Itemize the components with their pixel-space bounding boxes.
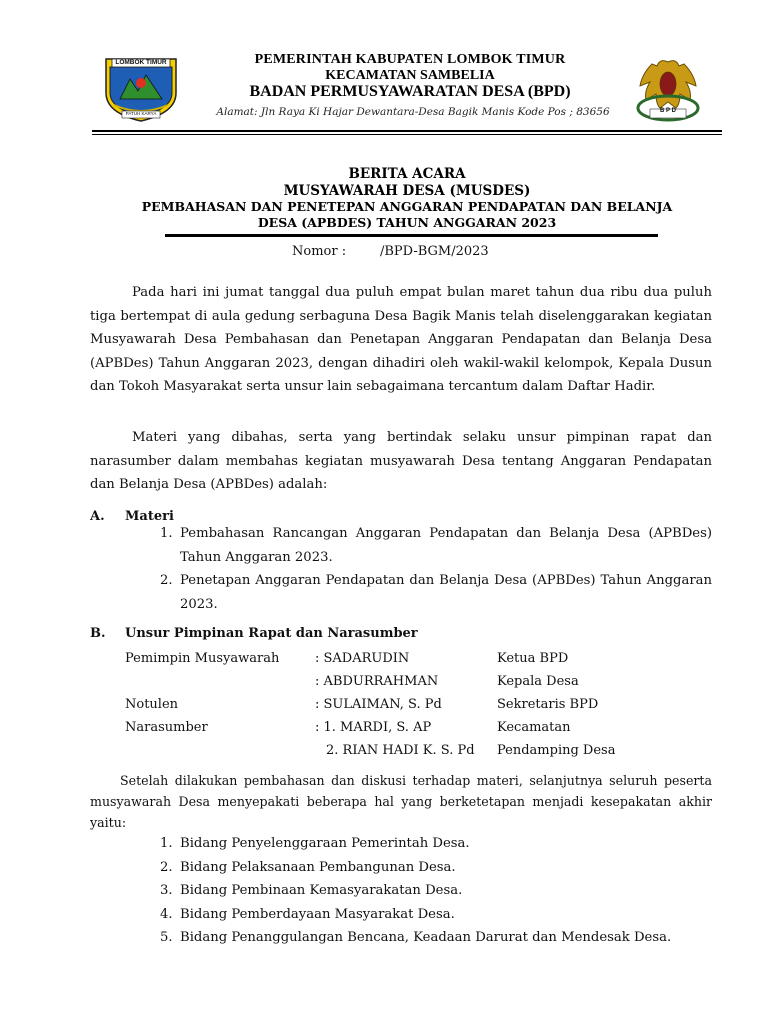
materi-list [160, 522, 712, 616]
list-item-number: 2. [160, 573, 173, 588]
doc-topic-line-1: PEMBAHASAN DAN PENETEPAN ANGGARAN PENDAPATAN DAN BELANJA [141, 199, 673, 214]
role-cell: Narasumber [125, 720, 208, 735]
header-line-3: BADAN PERMUSYAWARATAN DESA (BPD) [249, 83, 571, 100]
position-cell: Kecamatan [497, 720, 571, 735]
garuda-bpd-emblem-icon [630, 56, 706, 126]
list-item-number: 2. [160, 859, 173, 875]
list-item-text: Pembahasan Rancangan Anggaran Pendapatan dan Belanja Desa (APBDes) Tahun Anggaran 2023. [180, 526, 712, 565]
section-a-letter: A. [90, 509, 105, 524]
role-cell: Notulen [125, 697, 179, 712]
list-item-number: 5. [160, 930, 173, 945]
list-item [160, 832, 712, 856]
list-item [160, 903, 712, 927]
name-cell: : 1. MARDI, S. AP [315, 720, 432, 735]
role-cell: Pemimpin Musyawarah [125, 651, 280, 666]
list-item-number: 1. [160, 526, 173, 541]
name-cell: : SULAIMAN, S. Pd [315, 697, 442, 712]
list-item [160, 926, 712, 950]
left-logo-motto: PATUH KARYA [125, 111, 157, 116]
paragraph-materi-intro [90, 426, 712, 497]
list-item-number: 3. [160, 883, 173, 898]
position-cell: Kepala Desa [497, 674, 579, 689]
header-line-2: KECAMATAN SAMBELIA [325, 68, 495, 83]
name-cell: 2. RIAN HADI K. S. Pd [326, 743, 475, 758]
doc-topic-line-2: DESA (APBDES) TAHUN ANGGARAN 2023 [257, 215, 557, 230]
section-b-title: Unsur Pimpinan Rapat dan Narasumber [125, 626, 418, 641]
paragraph-agreement-intro [90, 770, 712, 833]
agreement-list [160, 832, 712, 950]
list-item [160, 856, 712, 880]
list-item-number: 4. [160, 906, 173, 922]
list-item-text: Bidang Penanggulangan Bencana, Keadaan Darurat dan Mendesak Desa. [180, 930, 672, 945]
section-a-title: Materi [125, 509, 174, 524]
paragraph-text: Setelah dilakukan pembahasan dan diskusi terhadap materi, selanjutnya seluruh peserta musyawarah Desa menyepakati beberapa hal yang berketetapan menjadi kesepakatan akhir yaitu: [90, 773, 712, 830]
letterhead-rule [92, 130, 722, 132]
header-address: Alamat: Jln Raya Ki Hajar Dewantara-Desa Bagik Manis Kode Pos ; 83656 [216, 106, 610, 118]
section-b-letter: B. [90, 626, 106, 641]
name-cell: : ABDURRAHMAN [315, 674, 439, 689]
position-cell: Pendamping Desa [497, 743, 616, 758]
paragraph-text: Pada hari ini jumat tanggal dua puluh empat bulan maret tahun dua ribu dua puluh tiga bertempat di aula gedung serbaguna Desa Bagik Manis telah diselenggarakan kegiatan Musyawarah Desa Pembahasan dan Penetapan Anggaran Pendapatan dan Belanja Desa (APBDes) Tahun Anggaran 2023, dengan dihadiri oleh wakil-wakil kelompok, Kepala Dusun dan Tokoh Masyarakat serta unsur lain sebagaimana tercantum dalam Daftar Hadir. [90, 285, 712, 394]
title-underline [165, 234, 658, 237]
header-line-1: PEMERINTAH KABUPATEN LOMBOK TIMUR [254, 52, 566, 67]
list-item-text: Bidang Pembinaan Kemasyarakatan Desa. [180, 883, 463, 898]
doc-title: BERITA ACARA [348, 166, 466, 182]
position-cell: Sekretaris BPD [497, 697, 599, 712]
paragraph-text: Materi yang dibahas, serta yang bertindak selaku unsur pimpinan rapat dan narasumber dalam membahas kegiatan musyawarah Desa tentang Anggaran Pendapatan dan Belanja Desa (APBDes) adalah: [90, 430, 712, 492]
list-item-text: Bidang Penyelenggaraan Pemerintah Desa. [180, 836, 470, 851]
right-logo-label: B P D [660, 108, 676, 114]
list-item-text: Bidang Pemberdayaan Masyarakat Desa. [180, 906, 455, 922]
doc-subtitle: MUSYAWARAH DESA (MUSDES) [283, 183, 531, 199]
list-item [160, 879, 712, 903]
name-cell: : SADARUDIN [315, 651, 410, 666]
list-item [160, 522, 712, 569]
nomor-value: /BPD-BGM/2023 [380, 244, 489, 259]
left-logo-label: LOMBOK TIMUR [115, 59, 167, 66]
letterhead-rule-thin [92, 134, 722, 135]
position-cell: Ketua BPD [497, 651, 569, 666]
paragraph-opening [90, 281, 712, 399]
list-item [160, 569, 712, 616]
list-item-text: Bidang Pelaksanaan Pembangunan Desa. [180, 859, 456, 875]
nomor-label: Nomor : [292, 244, 347, 259]
list-item-text: Penetapan Anggaran Pendapatan dan Belanja Desa (APBDes) Tahun Anggaran 2023. [180, 573, 712, 612]
list-item-number: 1. [160, 836, 173, 851]
